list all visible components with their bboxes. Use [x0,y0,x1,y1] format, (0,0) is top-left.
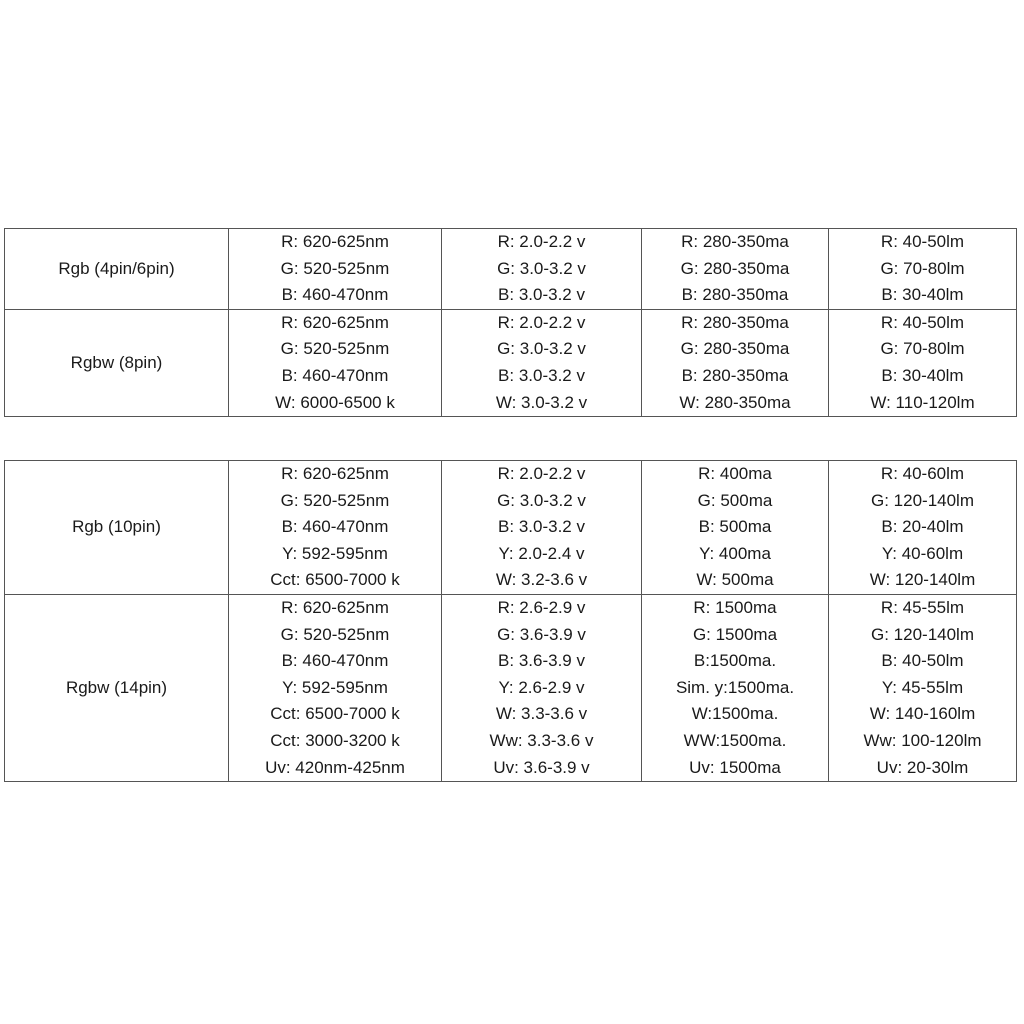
spec-value: G: 3.6-3.9 v [497,624,586,644]
row-label: Rgb (10pin) [5,461,229,595]
spec-value: G: 3.0-3.2 v [497,490,586,510]
spec-value: R: 2.0-2.2 v [497,464,586,483]
spec-value: R: 620-625nm [281,464,389,483]
spec-value: B: 460-470nm [281,285,389,305]
lumen-cell [829,594,1017,781]
spec-value: R: 280-350ma [681,312,789,332]
spec-value: G: 520-525nm [280,624,390,644]
spec-value: G: 70-80lm [880,258,965,278]
spec-value: Y: 400ma [699,543,771,563]
spec-value: G: 280-350ma [680,258,790,278]
spec-value: G: 120-140lm [871,490,974,510]
spec-value: Ww: 100-120lm [863,730,982,750]
spec-value: G: 520-525nm [280,258,390,278]
spec-value: Uv: 420nm-425nm [265,757,405,777]
spec-value: G: 1500ma [692,624,778,644]
current-cell [642,594,829,781]
row-label: Rgbw (14pin) [5,594,229,781]
spec-value: Y: 40-60lm [881,543,964,563]
spec-value: G: 3.0-3.2 v [497,258,586,278]
spec-value: B:1500ma. [693,651,777,671]
spec-value: B: 460-470nm [281,365,389,385]
spec-table-2 [4,460,1017,782]
spec-value: R: 2.6-2.9 v [497,597,586,617]
spec-value: G: 120-140lm [871,624,974,644]
spec-value: W: 6000-6500 k [275,392,395,412]
spec-value: R: 400ma [698,464,772,483]
spec-value: G: 500ma [697,490,773,510]
spec-value: Sim. y:1500ma. [675,677,795,697]
spec-value: G: 520-525nm [280,339,390,359]
spec-value: B: 20-40lm [881,517,964,537]
spec-value: R: 2.0-2.2 v [497,312,586,332]
spec-value: W: 3.0-3.2 v [495,392,588,412]
spec-value: W:1500ma. [691,704,779,724]
wavelength-cell [229,229,442,310]
table-row [5,461,1017,595]
spec-value: Cct: 6500-7000 k [270,570,400,590]
spec-value: G: 520-525nm [280,490,390,510]
spec-value: R: 620-625nm [281,597,389,617]
voltage-cell [442,229,642,310]
spec-value: Uv: 20-30lm [876,757,969,777]
spec-value: W: 280-350ma [679,392,791,412]
spec-value: R: 2.0-2.2 v [497,232,586,251]
spec-value: R: 620-625nm [281,312,389,332]
spec-value: Y: 592-595nm [282,543,388,563]
spec-value: R: 40-60lm [880,464,965,483]
wavelength-cell [229,309,442,416]
table-row [5,594,1017,781]
spec-value: Y: 592-595nm [282,677,388,697]
spec-value: R: 1500ma [693,597,777,617]
spec-value: B: 3.6-3.9 v [498,651,585,671]
spec-value: B: 500ma [698,517,772,537]
spec-value: Cct: 6500-7000 k [270,704,400,724]
voltage-cell [442,309,642,416]
spec-value: W: 140-160lm [869,704,976,724]
spec-value: B: 280-350ma [681,365,789,385]
spec-value: B: 460-470nm [281,517,389,537]
spec-value: G: 280-350ma [680,339,790,359]
voltage-cell [442,461,642,595]
table-row [5,229,1017,310]
wavelength-cell [229,461,442,595]
table-row [5,309,1017,416]
spec-value: W: 500ma [696,570,774,590]
voltage-cell [442,594,642,781]
spec-value: G: 3.0-3.2 v [497,339,586,359]
spec-table-1 [4,228,1017,417]
spec-value: B: 460-470nm [281,651,389,671]
spec-value: W: 110-120lm [870,392,975,412]
spec-value: R: 40-50lm [880,232,965,251]
spec-value: R: 620-625nm [281,232,389,251]
spec-value: Uv: 3.6-3.9 v [493,757,590,777]
current-cell [642,309,829,416]
spec-value: Y: 2.6-2.9 v [498,677,585,697]
spec-value: R: 45-55lm [880,597,965,617]
spec-value: Uv: 1500ma [689,757,781,777]
spec-value: B: 3.0-3.2 v [498,517,585,537]
wavelength-cell [229,594,442,781]
lumen-cell [829,229,1017,310]
spec-value: Y: 45-55lm [881,677,964,697]
spec-value: B: 30-40lm [881,365,964,385]
current-cell [642,461,829,595]
lumen-cell [829,461,1017,595]
spec-value: B: 3.0-3.2 v [498,285,585,305]
spec-value: Y: 2.0-2.4 v [498,543,585,563]
spec-value: B: 280-350ma [681,285,789,305]
current-cell [642,229,829,310]
spec-value: W: 3.3-3.6 v [495,704,588,724]
spec-value: G: 70-80lm [880,339,965,359]
spec-value: B: 30-40lm [881,285,964,305]
lumen-cell [829,309,1017,416]
spec-value: W: 120-140lm [869,570,976,590]
row-label: Rgb (4pin/6pin) [5,229,229,310]
spec-value: B: 40-50lm [881,651,964,671]
spec-value: Cct: 3000-3200 k [270,730,400,750]
spec-value: WW:1500ma. [683,730,787,750]
spec-value: B: 3.0-3.2 v [498,365,585,385]
spec-value: Ww: 3.3-3.6 v [489,730,594,750]
row-label: Rgbw (8pin) [5,309,229,416]
spec-value: W: 3.2-3.6 v [495,570,588,590]
spec-value: R: 280-350ma [681,232,789,251]
spec-value: R: 40-50lm [880,312,965,332]
